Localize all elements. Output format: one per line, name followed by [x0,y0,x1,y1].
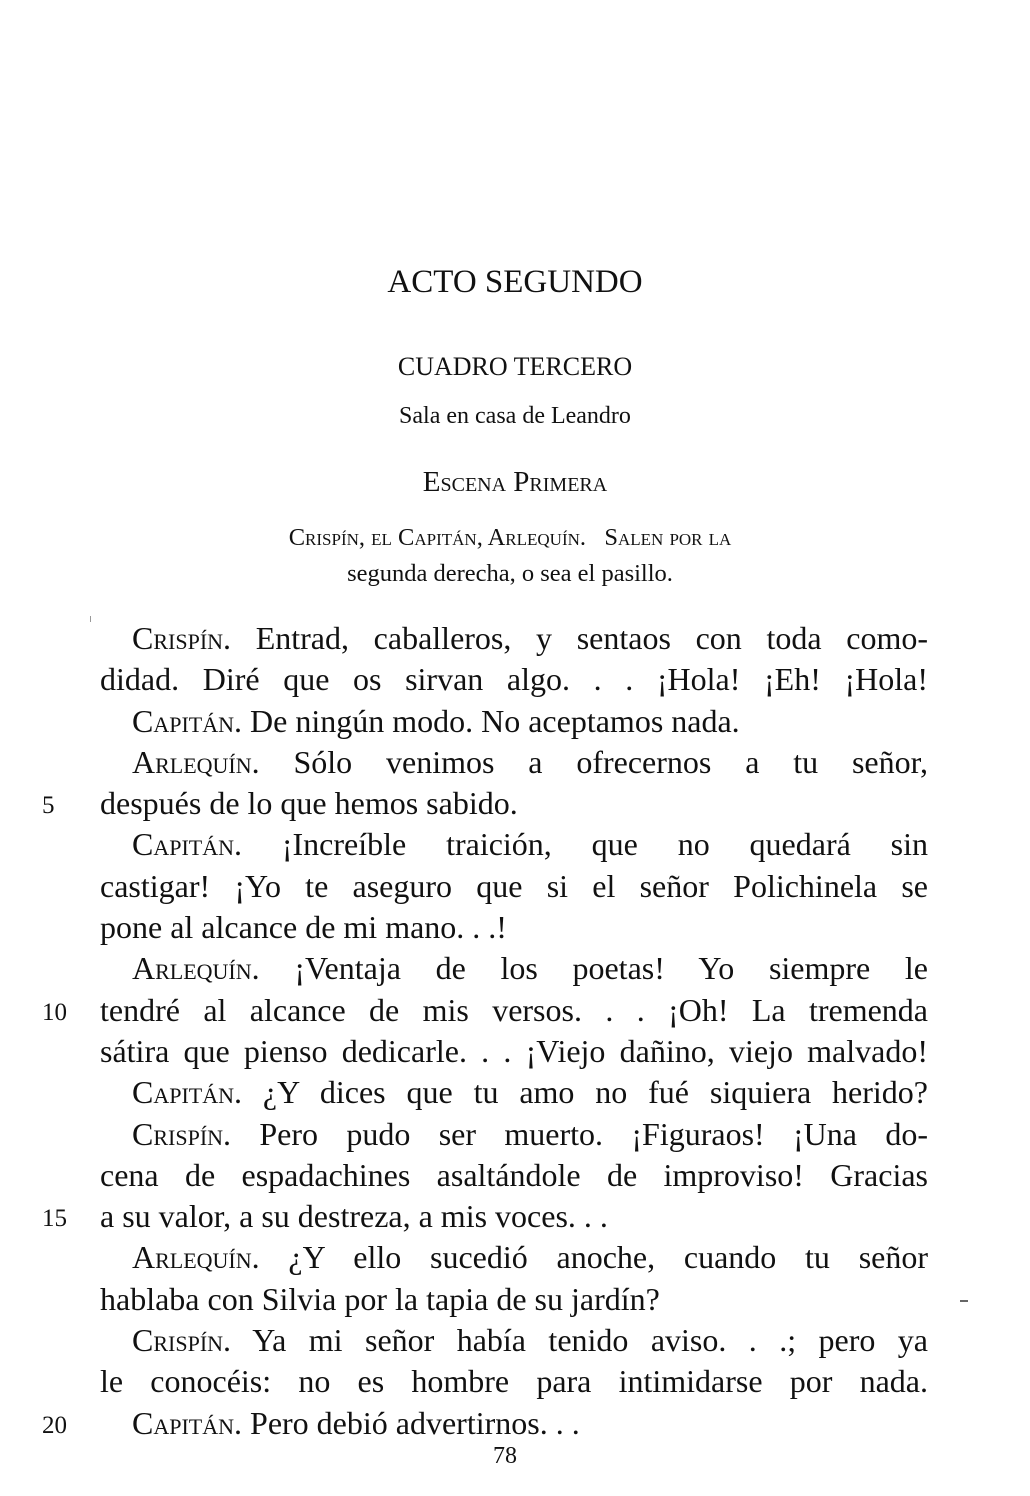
text-line [100,1114,928,1155]
line-number: 15 [42,1205,67,1233]
text-line [42,783,928,824]
text-line [100,701,928,742]
line-text: le conocéis: no es hombre para intimidarse por nada. [100,1363,928,1400]
line-text: Entrad, caballeros, y sentaos con toda como- [231,620,928,656]
line-number: 5 [42,792,55,820]
speaker-name: Arlequín. [132,950,260,987]
text-line [100,824,928,865]
speaker-name: Crispín. [132,620,232,656]
text-line [42,990,928,1031]
line-text: sátira que pienso dedicarle. . . ¡Viejo dañino, viejo malvado! [100,1032,928,1069]
line-number: 20 [42,1411,67,1439]
text-line [100,659,928,700]
line-text: pone al alcance de mi mano. . .! [100,909,507,946]
speaker-name: Arlequín. [132,1239,260,1276]
text-line [100,948,928,989]
margin-mark [960,1300,968,1302]
text-line [100,1361,928,1402]
stage-direction-line-1: Crispín, el Capitán, Arlequín. Salen por la [288,524,732,551]
line-text: ¡Increíble traición, que no quedará sin [242,826,928,863]
text-line [100,1279,928,1320]
speaker-name: Capitán. [132,1074,243,1111]
text-line [100,1031,928,1072]
speaker-name: Capitán. [132,702,243,739]
line-text: Ya mi señor había tenido aviso. . .; pero ya [231,1322,928,1359]
dialogue-text [42,618,928,1444]
text-line [100,742,928,783]
line-text: hablaba con Silvia por la tapia de su jardín? [100,1280,660,1317]
line-text: Sólo venimos a ofrecernos a tu señor, [259,743,928,780]
stage-direction-line-2: segunda derecha, o sea el pasillo. [347,560,673,587]
line-text: castigar! ¡Yo te aseguro que si el señor Polichinela se [100,867,928,904]
text-line [100,866,928,907]
page-number: 78 [493,1443,517,1469]
line-text: cena de espadachines asaltándole de improviso! Gracias [100,1156,928,1193]
speaker-name: Crispín. [132,1115,232,1152]
text-line [100,1072,928,1113]
margin-mark [90,616,91,622]
line-text: después de lo que hemos sabido. [100,785,518,822]
line-text: Pero pudo ser muerto. ¡Figuraos! ¡Una do- [231,1115,928,1152]
line-text: De ningún modo. No aceptamos nada. [242,702,740,739]
line-text: ¿Y dices que tu amo no fué siquiera herido? [242,1074,928,1111]
line-text: ¡Ventaja de los poetas! Yo siempre le [259,950,928,987]
text-line [100,1320,928,1361]
line-text: tendré al alcance de mis versos. . . ¡Oh! La tremenda [100,991,928,1028]
text-line [100,1237,928,1278]
speaker-name: Crispín. [132,1322,232,1359]
line-text: Pero debió advertirnos. . . [242,1404,580,1441]
act-title: ACTO SEGUNDO [387,264,643,300]
line-text: a su valor, a su destreza, a mis voces. . . [100,1198,608,1235]
speaker-name: Arlequín. [132,743,260,780]
text-line [42,1403,928,1444]
text-line [100,907,928,948]
scene-title: Escena Primera [422,466,608,498]
speaker-name: Capitán. [132,826,243,863]
tableau-title: CUADRO TERCERO [397,352,633,381]
line-number: 10 [42,998,67,1026]
speaker-name: Capitán. [132,1404,243,1441]
text-line [100,618,928,659]
text-line [100,1155,928,1196]
setting-line: Sala en casa de Leandro [399,403,631,429]
line-text: didad. Diré que os sirvan algo. . . ¡Hola! ¡Eh! ¡Hola! [100,661,928,698]
line-text: ¿Y ello sucedió anoche, cuando tu señor [259,1239,928,1276]
text-line [42,1196,928,1237]
